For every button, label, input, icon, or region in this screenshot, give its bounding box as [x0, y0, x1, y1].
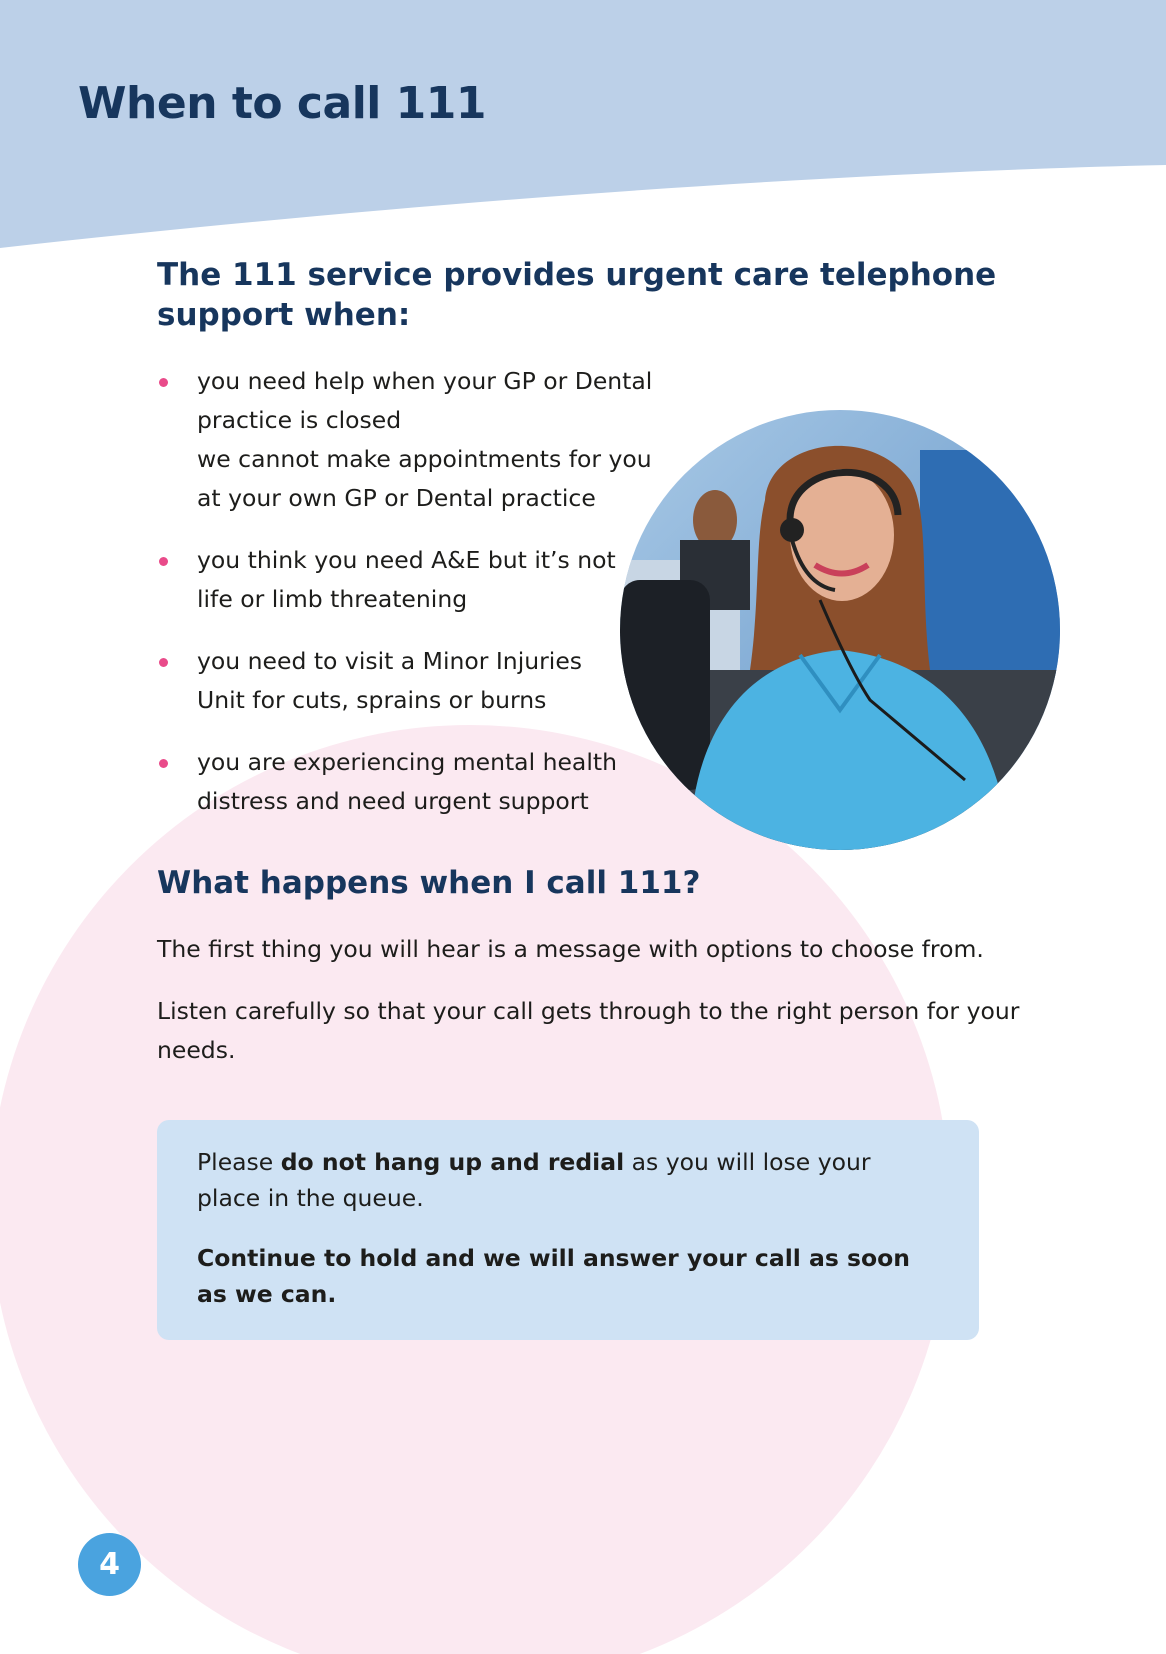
intro-heading: The 111 service provides urgent care telephone support when:	[157, 257, 997, 333]
bullet-text: you are experiencing mental health distress and need urgent support	[197, 748, 617, 815]
page-number-badge: 4	[78, 1533, 141, 1596]
callout-text-2: Continue to hold and we will answer your call as soon as we can.	[197, 1244, 911, 1308]
call-handler-photo-icon	[620, 410, 1060, 850]
callout-bold-text: do not hang up and redial	[280, 1148, 625, 1176]
bullet-text: you think you need A&E but it’s not life or limb threatening	[197, 546, 616, 613]
what-happens-paragraph-2: Listen carefully so that your call gets through to the right person for your needs.	[157, 997, 1020, 1064]
bullet-dot-icon	[159, 378, 168, 387]
bullet-dot-icon	[159, 759, 168, 768]
callout-text-1	[197, 1144, 937, 1216]
page-title: When to call 111	[78, 78, 487, 129]
bullet-dot-icon	[159, 557, 168, 566]
what-happens-paragraph-1: The first thing you will hear is a message with options to choose from.	[157, 935, 984, 963]
bullet-dot-icon	[159, 658, 168, 667]
bullet-text: you need to visit a Minor Injuries Unit for cuts, sprains or burns	[197, 647, 583, 714]
hold-callout-box	[157, 1120, 979, 1340]
callout-text-prefix: Please	[197, 1148, 281, 1176]
callout-text-suffix: as you will lose your place in the queue.	[197, 1148, 871, 1212]
bullet-text: you need help when your GP or Dental practice is closed we cannot make appointments for you at your own GP or Dental practice	[197, 367, 653, 512]
what-happens-heading: What happens when I call 111?	[157, 865, 701, 901]
